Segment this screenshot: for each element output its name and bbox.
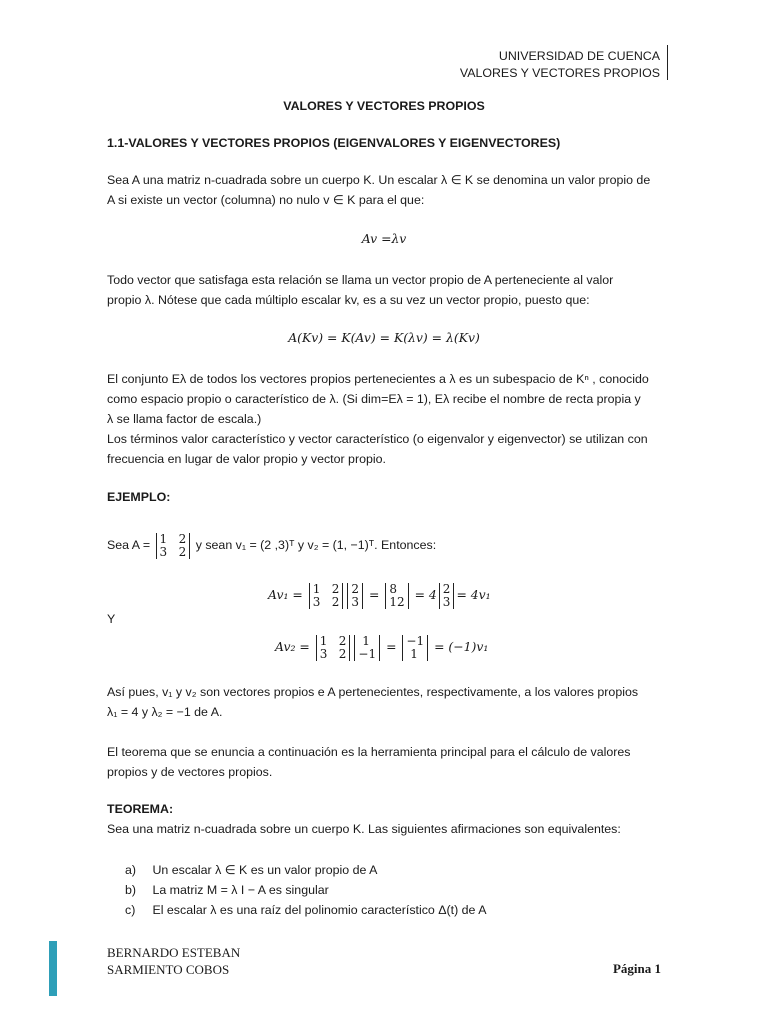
matrix-row: 3	[351, 594, 360, 609]
vector-v2	[354, 635, 380, 661]
matrix-row: 1 2	[312, 581, 340, 596]
paragraph-line: propio λ. Nótese que cada múltiplo escalar kv, es a su vez un vector propio, puesto que:	[107, 293, 590, 307]
header-university: UNIVERSIDAD DE CUENCA	[498, 49, 660, 63]
example-heading: EJEMPLO:	[107, 490, 171, 504]
matrix-a	[316, 635, 351, 661]
section-heading: 1.1-VALORES Y VECTORES PROPIOS (EIGENVALORES Y EIGENVECTORES)	[107, 136, 561, 150]
equation-lhs: Av₁ =	[268, 587, 303, 602]
list-item	[125, 880, 486, 900]
paragraph-line: Sea A una matriz n-cuadrada sobre un cuerpo K. Un escalar λ ∈ K se denomina un valor propio de	[107, 173, 651, 187]
equation-scalar: A(Kv) = K(Av) = K(λv) = λ(Kv)	[288, 330, 480, 345]
list-marker: a)	[125, 863, 137, 877]
matrix-row: 1	[406, 646, 418, 661]
document-title: VALORES Y VECTORES PROPIOS	[283, 99, 485, 113]
matrix-row: 3 2	[319, 646, 347, 661]
matrix-row: 2	[442, 581, 451, 596]
header-course: VALORES Y VECTORES PROPIOS	[459, 66, 660, 80]
list-text: Un escalar λ ∈ K es un valor propio de A	[152, 863, 378, 877]
matrix-row: 1 2	[319, 633, 347, 648]
author-line: BERNARDO ESTEBAN	[107, 945, 241, 960]
example-prefix: Sea A =	[107, 538, 151, 552]
paragraph-line: El teorema que se enuncia a continuación es la herramienta principal para el cálculo de valores	[107, 745, 631, 759]
matrix-a	[309, 583, 344, 609]
theorem-list	[125, 860, 486, 920]
list-item	[125, 900, 486, 920]
matrix-row: 3 2	[159, 544, 187, 559]
footer-accent-bar	[49, 941, 57, 996]
vector-v1	[347, 583, 363, 609]
equation-lhs: Av₂ =	[275, 639, 310, 654]
paragraph-conclusion	[107, 682, 661, 722]
equation-end: = (−1)v₁	[434, 639, 489, 654]
paragraph-line: A si existe un vector (columna) no nulo v ∈ K para el que:	[107, 193, 425, 207]
example-statement	[107, 530, 436, 560]
page-number: Página 1	[612, 961, 661, 976]
paragraph-line: frecuencia en lugar de valor propio y vector propio.	[107, 452, 386, 466]
theorem-statement: Sea una matriz n-cuadrada sobre un cuerpo K. Las siguientes afirmaciones son equivalentes:	[107, 822, 621, 836]
list-marker: b)	[125, 883, 137, 897]
paragraph-line: como espacio propio o característico de λ. (Si dim=Eλ = 1), Eλ recibe el nombre de recta propia y	[107, 392, 641, 406]
equation-av1: Av₁ = 1 2 3 2 2 3 = 8 12 = 4 2 3 = 4v₁	[268, 581, 491, 609]
paragraph-line: λ₁ = 4 y λ₂ = −1 de A.	[107, 705, 223, 719]
paragraph-eigenvector	[107, 270, 661, 310]
list-text: La matriz M = λ I − A es singular	[152, 883, 329, 897]
example-suffix: y sean v₁ = (2 ,3)ᵀ y v₂ = (1, −1)ᵀ. Entonces:	[195, 538, 437, 552]
equation-av: Av =λv	[361, 231, 407, 246]
theorem-heading: TEOREMA:	[107, 802, 174, 816]
paragraph-line: Los términos valor característico y vector característico (o eigenvalor y eigenvector) se utilizan con	[107, 432, 648, 446]
matrix-row: −1	[358, 646, 377, 661]
page-header	[460, 48, 660, 82]
footer-author	[107, 944, 240, 978]
list-marker: c)	[125, 903, 136, 917]
paragraph-line: propios y de vectores propios.	[107, 765, 273, 779]
equation-av2: Av₂ = 1 2 3 2 1 −1 = −1 1 = (−1)v₁	[275, 633, 489, 661]
vector-v1b	[439, 583, 455, 609]
matrix-row: 3	[442, 594, 451, 609]
paragraph-line: Así pues, v₁ y v₂ son vectores propios e A pertenecientes, respectivamente, a los valores propios	[107, 685, 639, 699]
matrix-row: −1	[406, 633, 425, 648]
equation-end: = 4v₁	[456, 587, 491, 602]
list-text: El escalar λ es una raíz del polinomio característico Δ(t) de A	[152, 903, 487, 917]
matrix-row: 1 2	[159, 531, 187, 546]
matrix-row: 8	[389, 581, 397, 596]
paragraph-line: λ se llama factor de escala.)	[107, 412, 262, 426]
vector-result-1	[385, 583, 408, 609]
matrix-row: 12	[389, 594, 405, 609]
matrix-row: 2	[351, 581, 360, 596]
connector-y: Y	[107, 612, 116, 626]
paragraph-theorem-intro	[107, 742, 661, 782]
author-line: SARMIENTO COBOS	[107, 962, 230, 977]
paragraph-definition	[107, 170, 661, 210]
matrix-row: 1	[358, 633, 370, 648]
paragraph-eigenspace	[107, 369, 661, 469]
equation-factor: = 4	[414, 587, 437, 602]
matrix-row: 3 2	[312, 594, 340, 609]
paragraph-line: El conjunto Eλ de todos los vectores propios pertenecientes a λ es un subespacio de Kⁿ , conocido	[107, 372, 649, 386]
paragraph-line: Todo vector que satisfaga esta relación se llama un vector propio de A perteneciente al valor	[107, 273, 614, 287]
vector-result-2	[402, 635, 428, 661]
matrix-a	[156, 533, 191, 559]
list-item	[125, 860, 486, 880]
header-divider	[667, 45, 668, 80]
